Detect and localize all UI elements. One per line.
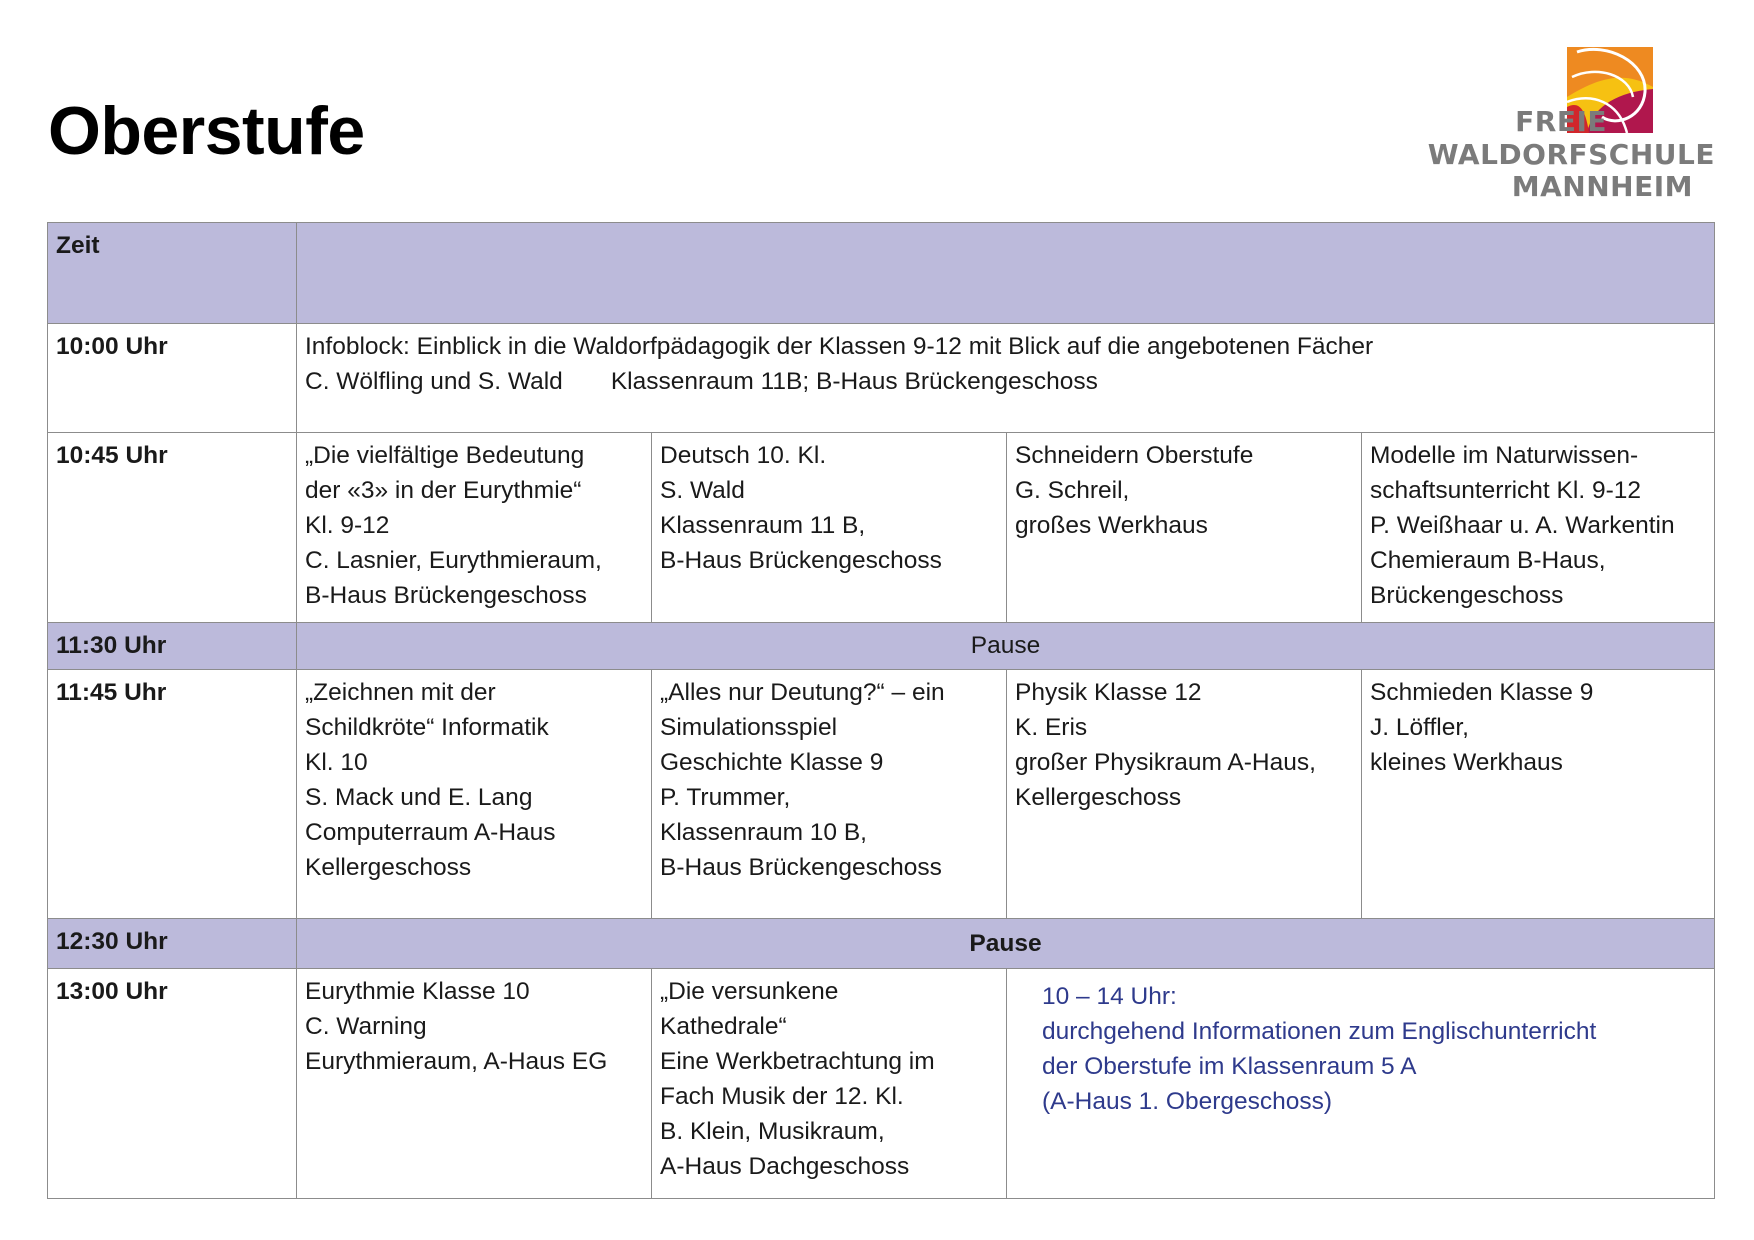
session-line: „Die versunkene bbox=[660, 978, 839, 1005]
session-line: Geschichte Klasse 9 bbox=[660, 749, 884, 776]
pause-row bbox=[48, 623, 1715, 670]
infoblock-room: Klassenraum 11B; B-Haus Brückengeschoss bbox=[610, 368, 1098, 395]
session-line: Modelle im Naturwissen- bbox=[1370, 442, 1639, 469]
session-line: P. Trummer, bbox=[660, 784, 791, 811]
session-line: „Alles nur Deutung?“ – ein bbox=[660, 679, 945, 706]
session-line: S. Mack und E. Lang bbox=[305, 784, 533, 811]
time-cell: 10:45 Uhr bbox=[48, 433, 297, 623]
page-title: Oberstufe bbox=[48, 93, 365, 169]
session-line: A-Haus Dachgeschoss bbox=[660, 1153, 910, 1180]
school-logo bbox=[1427, 47, 1715, 203]
table-row bbox=[48, 969, 1715, 1199]
time-cell: 13:00 Uhr bbox=[48, 969, 297, 1199]
session-cell bbox=[652, 433, 1007, 623]
session-cell bbox=[652, 969, 1007, 1199]
session-line: B-Haus Brückengeschoss bbox=[660, 854, 942, 881]
session-cell bbox=[1007, 433, 1362, 623]
session-line: Kl. 10 bbox=[305, 749, 368, 776]
pause-label: Pause bbox=[297, 623, 1715, 670]
session-line: „Zeichnen mit der bbox=[305, 679, 496, 706]
pause-row bbox=[48, 919, 1715, 969]
time-cell: 12:30 Uhr bbox=[48, 919, 297, 969]
session-line: Schildkröte“ Informatik bbox=[305, 714, 549, 741]
logo-text-freie: FREIE bbox=[1515, 105, 1607, 138]
session-cell bbox=[1362, 433, 1715, 623]
session-line: Deutsch 10. Kl. bbox=[660, 442, 827, 469]
table-row bbox=[48, 324, 1715, 433]
session-line: P. Weißhaar u. A. Warkentin bbox=[1370, 512, 1675, 539]
session-line: C. Warning bbox=[305, 1013, 427, 1040]
session-line: Simulationsspiel bbox=[660, 714, 838, 741]
session-line: Eurythmieraum, A-Haus EG bbox=[305, 1048, 608, 1075]
session-line: B. Klein, Musikraum, bbox=[660, 1118, 885, 1145]
session-line: Computerraum A-Haus bbox=[305, 819, 556, 846]
session-line: K. Eris bbox=[1015, 714, 1088, 741]
session-cell bbox=[652, 670, 1007, 919]
session-line: Kathedrale“ bbox=[660, 1013, 787, 1040]
session-cell bbox=[1007, 670, 1362, 919]
session-cell bbox=[297, 670, 652, 919]
logo-text-mannheim: MANNHEIM bbox=[1511, 170, 1693, 203]
session-cell bbox=[297, 969, 652, 1199]
session-line: Physik Klasse 12 bbox=[1015, 679, 1202, 706]
session-line: C. Lasnier, Eurythmieraum, bbox=[305, 547, 602, 574]
session-line: großes Werkhaus bbox=[1015, 512, 1208, 539]
session-line: schaftsunterricht Kl. 9-12 bbox=[1370, 477, 1641, 504]
pause-label: Pause bbox=[297, 919, 1715, 969]
session-line: B-Haus Brückengeschoss bbox=[305, 582, 587, 609]
session-line: Klassenraum 10 B, bbox=[660, 819, 867, 846]
session-line: Fach Musik der 12. Kl. bbox=[660, 1083, 904, 1110]
table-row bbox=[48, 433, 1715, 623]
session-line: J. Löffler, bbox=[1370, 714, 1469, 741]
header-time-cell: Zeit bbox=[48, 223, 297, 324]
infoblock-speakers: C. Wölfling und S. Wald bbox=[305, 368, 563, 395]
note-line: durchgehend Informationen zum Englischunterricht bbox=[1042, 1018, 1597, 1045]
english-info-note bbox=[1007, 969, 1715, 1199]
session-line: Chemieraum B-Haus, bbox=[1370, 547, 1606, 574]
time-cell: 11:30 Uhr bbox=[48, 623, 297, 670]
session-line: G. Schreil, bbox=[1015, 477, 1130, 504]
session-line: S. Wald bbox=[660, 477, 745, 504]
session-line: Eurythmie Klasse 10 bbox=[305, 978, 530, 1005]
note-line: 10 – 14 Uhr: bbox=[1042, 983, 1177, 1010]
time-cell: 10:00 Uhr bbox=[48, 324, 297, 433]
session-line: großer Physikraum A-Haus, bbox=[1015, 749, 1316, 776]
session-line: kleines Werkhaus bbox=[1370, 749, 1563, 776]
time-cell: 11:45 Uhr bbox=[48, 670, 297, 919]
session-line: Schmieden Klasse 9 bbox=[1370, 679, 1594, 706]
session-line: Kellergeschoss bbox=[305, 854, 472, 881]
header-empty-cell bbox=[297, 223, 1715, 324]
session-line: Kl. 9-12 bbox=[305, 512, 390, 539]
session-line: der «3» in der Eurythmie“ bbox=[305, 477, 582, 504]
session-line: Klassenraum 11 B, bbox=[660, 512, 866, 539]
session-line: Eine Werkbetrachtung im bbox=[660, 1048, 935, 1075]
session-line: Brückengeschoss bbox=[1370, 582, 1564, 609]
session-line: Schneidern Oberstufe bbox=[1015, 442, 1254, 469]
note-line: der Oberstufe im Klassenraum 5 A bbox=[1042, 1053, 1417, 1080]
session-cell bbox=[1362, 670, 1715, 919]
session-line: Kellergeschoss bbox=[1015, 784, 1182, 811]
session-line: B-Haus Brückengeschoss bbox=[660, 547, 942, 574]
infoblock-details bbox=[305, 364, 1706, 399]
table-header-row bbox=[48, 223, 1715, 324]
infoblock-cell bbox=[297, 324, 1715, 433]
infoblock-title: Infoblock: Einblick in die Waldorfpädagogik der Klassen 9-12 mit Blick auf die angebotenen Fächer bbox=[305, 333, 1374, 360]
note-line: (A-Haus 1. Obergeschoss) bbox=[1042, 1088, 1333, 1115]
table-row bbox=[48, 670, 1715, 919]
schedule-table bbox=[47, 222, 1715, 1199]
session-line: „Die vielfältige Bedeutung bbox=[305, 442, 585, 469]
session-cell bbox=[297, 433, 652, 623]
logo-text-waldorfschule: WALDORFSCHULE bbox=[1427, 138, 1715, 171]
